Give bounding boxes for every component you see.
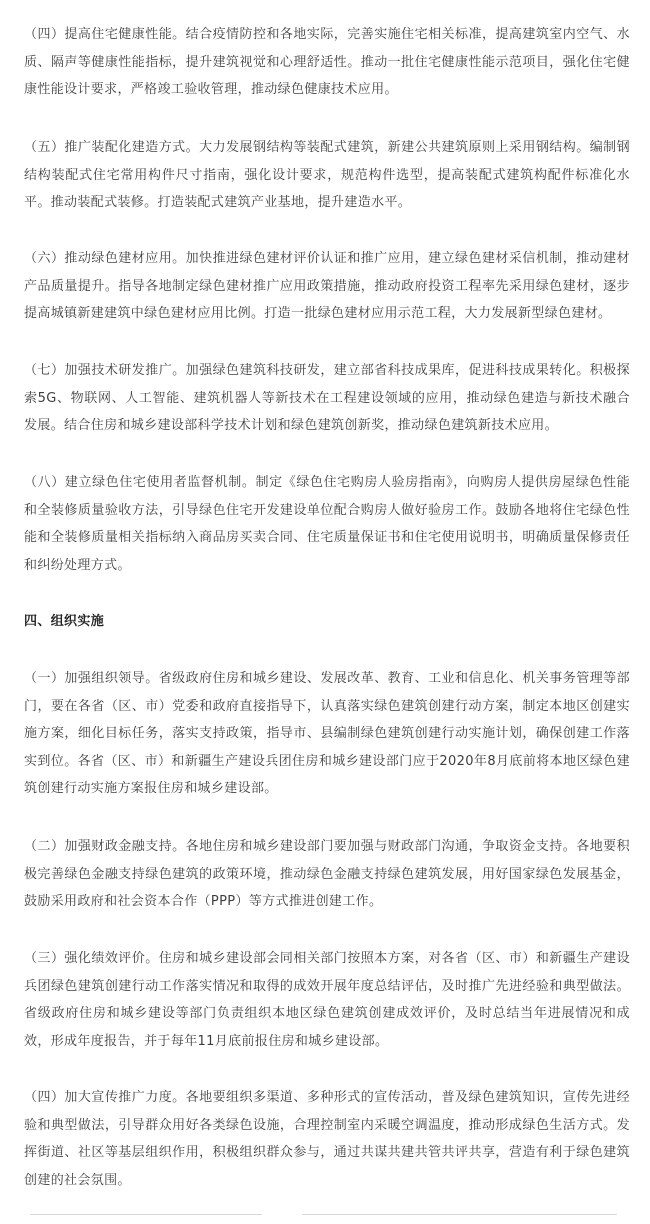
footer-divider-right — [302, 1214, 617, 1215]
section-heading-organization: 四、组织实施 — [24, 614, 105, 629]
paragraph-performance-evaluation: （三）强化绩效评价。住房和城乡建设部会同相关部门按照本方案，对各省（区、市）和新疆生产建设兵团绿色建筑创建行动工作落实情况和取得的成效开展年度总结评估，及时推广先进经验和典型做法。省级政府住房和城乡建设等部门负责组织本地区绿色建筑创建成效评价，及时总结当年进展情况和成效，形成年度报告，并于每年11月底前报住房和城乡建设部。 — [24, 951, 630, 1049]
paragraph-financial-support: （二）加强财政金融支持。各地住房和城乡建设部门要加强与财政部门沟通，争取资金支持。各地要积极完善绿色金融支持绿色建筑的政策环境，推动绿色金融支持绿色建筑发展，用好国家绿色发展基金，鼓励采用政府和社会资本合作（PPP）等方式推进创建工作。 — [24, 839, 630, 910]
paragraph-technology-rnd: （七）加强技术研发推广。加强绿色建筑科技研发，建立部省科技成果库，促进科技成果转化。积极探索5G、物联网、人工智能、建筑机器人等新技术在工程建设领域的应用，推动绿色建造与新技术融合发展。结合住房和城乡建设部科学技术计划和绿色建筑创新奖，推动绿色建筑新技术应用。 — [24, 363, 630, 434]
paragraph-publicity-promotion: （四）加大宣传推广力度。各地要组织多渠道、多种形式的宣传活动，普及绿色建筑知识，宣传先进经验和典型做法，引导群众用好各类绿色设施，合理控制室内采暖空调温度，推动形成绿色生活方式。发挥街道、社区等基层组织作用，积极组织群众参与，通过共谋共建共管共评共享，营造有利于绿色建筑创建的社会氛围。 — [24, 1090, 630, 1188]
paragraph-prefabricated-construction: （五）推广装配化建造方式。大力发展钢结构等装配式建筑，新建公共建筑原则上采用钢结构。编制钢结构装配式住宅常用构件尺寸指南，强化设计要求，规范构件选型，提高装配式建筑构配件标准化水平。推动装配式装修。打造装配式建筑产业基地，提升建造水平。 — [24, 140, 630, 211]
paragraph-improve-housing-health: （四）提高住宅健康性能。结合疫情防控和各地实际，完善实施住宅相关标准，提高建筑室内空气、水质、隔声等健康性能指标，提升建筑视觉和心理舒适性。推动一批住宅健康性能示范项目，强化住宅健康性能设计要求，严格竣工验收管理，推动绿色健康技术应用。 — [24, 27, 630, 98]
footer-divider-left — [30, 1214, 262, 1215]
paragraph-organizational-leadership: （一）加强组织领导。省级政府住房和城乡建设、发展改革、教育、工业和信息化、机关事务管理等部门，要在各省（区、市）党委和政府直接指导下，认真落实绿色建筑创建行动方案，制定本地区创建实施方案，细化目标任务，落实支持政策，指导市、县编制绿色建筑创建行动实施计划，确保创建工作落实到位。各省（区、市）和新疆生产建设兵团住房和城乡建设部门应于2020年8月底前将本地区绿色建筑创建行动实施方案报住房和城乡建设部。 — [24, 671, 630, 797]
paragraph-user-supervision: （八）建立绿色住宅使用者监督机制。制定《绿色住宅购房人验房指南》，向购房人提供房屋绿色性能和全装修质量验收方法，引导绿色住宅开发建设单位配合购房人做好验房工作。鼓励各地将住宅绿色性能和全装修质量相关指标纳入商品房买卖合同、住宅质量保证书和住宅使用说明书，明确质量保修责任和纠纷处理方式。 — [24, 475, 630, 573]
paragraph-green-building-materials: （六）推动绿色建材应用。加快推进绿色建材评价认证和推广应用，建立绿色建材采信机制，推动建材产品质量提升。指导各地制定绿色建材推广应用政策措施，推动政府投资工程率先采用绿色建材，逐步提高城镇新建建筑中绿色建材应用比例。打造一批绿色建材应用示范工程，大力发展新型绿色建材。 — [24, 251, 630, 322]
